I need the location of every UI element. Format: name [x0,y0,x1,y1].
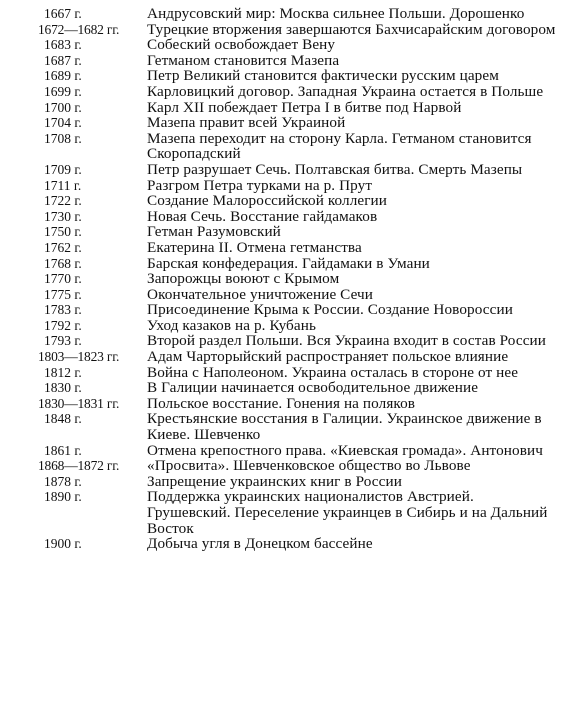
row-event: Турецкие вторжения завершаются Бахчисарайским договором [147,20,556,38]
row-date [38,443,147,459]
row-event: Окончательное уничтожение Сечи [147,285,374,303]
chronology-row [38,474,558,490]
row-date [38,333,147,349]
row-date [38,100,147,116]
row-date-text: 1730 г. [44,208,82,224]
row-event: Второй раздел Польши. Вся Украина входит в состав России [147,332,546,350]
chronology-row [38,68,558,84]
row-event: Барская конфедерация. Гайдамаки в Умани [147,254,430,272]
row-date-text: 1700 г. [44,99,82,115]
row-event: Андрусовский мир: Москва сильнее Польши. Дорошенко [147,5,525,22]
row-date-text: 1890 г. [44,489,82,505]
row-date [38,162,147,178]
row-date-text: 1750 г. [44,224,82,240]
chronology-row [38,84,558,100]
row-event: Гетман Разумовский [147,223,281,241]
row-date [38,240,147,256]
row-date-text: 1900 г. [44,536,82,552]
row-date [38,380,147,396]
chronology-row [38,489,558,536]
row-date [38,22,147,38]
row-date-text: 1792 г. [44,317,82,333]
row-event: Гетманом становится Мазепа [147,51,340,69]
chronology-row [38,209,558,225]
row-date-text: 1709 г. [44,161,82,177]
row-event: Присоединение Крыма к России. Создание Новороссии [147,301,513,319]
row-event: Новая Сечь. Восстание гайдамаков [147,207,378,225]
row-date [38,68,147,84]
row-date [38,349,147,365]
row-date [38,396,147,412]
chronology-row [38,178,558,194]
row-event: Поддержка украинских националистов Австрией. Грушевский. Переселение украинцев в Сибирь и на Дальний Восток [147,488,548,537]
row-date-text: 1848 г. [44,411,82,427]
chronology-row [38,411,558,442]
row-date-text: 1711 г. [44,177,82,193]
row-event: «Просвита». Шевченковское общество во Львове [147,457,471,475]
row-event: Запорожцы воюют с Крымом [147,270,340,288]
chronology-row [38,224,558,240]
chronology-row [38,115,558,131]
chronology-row [38,22,558,38]
row-event: Разгром Петра турками на р. Прут [147,176,373,194]
row-date [38,318,147,334]
row-date [38,489,147,505]
chronology-row [38,287,558,303]
row-date-text: 1704 г. [44,115,82,131]
row-event: Мазепа переходит на сторону Карла. Гетманом становится Скоропадский [147,129,532,163]
chronology-row [38,365,558,381]
row-date-text: 1830 г. [44,380,82,396]
row-event: Война с Наполеоном. Украина осталась в стороне от нее [147,363,519,381]
row-event: Отмена крепостного права. «Киевская громада». Антонович [147,441,543,459]
chronology-table [38,6,558,552]
row-date-text: 1775 г. [44,286,82,302]
chronology-row [38,131,558,162]
row-date-text: 1687 г. [44,52,82,68]
row-date-text: 1803—1823 гг. [38,349,120,365]
row-date [38,84,147,100]
row-date [38,131,147,147]
chronology-row [38,193,558,209]
chronology-row [38,6,558,22]
row-event: Карл XII побеждает Петра I в битве под Нарвой [147,98,462,116]
row-date-text: 1812 г. [44,364,82,380]
row-event: Мазепа правит всей Украиной [147,114,346,132]
row-date [38,256,147,272]
chronology-row [38,333,558,349]
row-date [38,37,147,53]
chronology-row [38,53,558,69]
row-date [38,411,147,427]
chronology-row [38,458,558,474]
chronology-row [38,256,558,272]
row-date [38,6,147,22]
row-date [38,178,147,194]
row-event: Польское восстание. Гонения на поляков [147,394,416,412]
row-event: Создание Малороссийской коллегии [147,192,388,210]
row-event: В Галиции начинается освободительное движение [147,379,479,397]
row-event: Карловицкий договор. Западная Украина остается в Польше [147,82,544,100]
chronology-row [38,349,558,365]
row-date-text: 1722 г. [44,193,82,209]
row-date-text: 1708 г. [44,130,82,146]
row-date [38,209,147,225]
chronology-row [38,271,558,287]
row-event: Петр Великий становится фактически русским царем [147,67,499,85]
row-event: Адам Чарторыйский распространяет польское влияние [147,348,509,366]
row-date [38,53,147,69]
chronology-row [38,443,558,459]
row-date-text: 1768 г. [44,255,82,271]
row-date-text: 1830—1831 гг. [38,395,120,411]
chronology-row [38,302,558,318]
row-date [38,458,147,474]
row-date [38,365,147,381]
row-date-text: 1770 г. [44,271,82,287]
row-date-text: 1683 г. [44,37,82,53]
row-date [38,224,147,240]
row-event: Собеский освобождает Вену [147,36,336,54]
row-date-text: 1861 г. [44,442,82,458]
row-event: Петр разрушает Сечь. Полтавская битва. Смерть Мазепы [147,160,523,178]
row-event: Уход казаков на р. Кубань [147,316,316,334]
chronology-row [38,536,558,552]
row-date [38,302,147,318]
row-date [38,193,147,209]
row-date [38,287,147,303]
chronology-row [38,162,558,178]
row-event: Екатерина II. Отмена гетманства [147,238,362,256]
row-date-text: 1667 г. [44,6,82,21]
row-date [38,115,147,131]
row-date-text: 1783 г. [44,302,82,318]
chronology-row [38,100,558,116]
chronology-row [38,380,558,396]
row-event: Запрещение украинских книг в России [147,472,402,490]
row-date-text: 1672—1682 гг. [38,21,120,37]
row-event: Крестьянские восстания в Галиции. Украинское движение в Киеве. Шевченко [147,410,542,444]
row-date [38,474,147,490]
row-date-text: 1699 г. [44,83,82,99]
row-date-text: 1762 г. [44,239,82,255]
row-date-text: 1689 г. [44,68,82,84]
row-date [38,536,147,552]
row-date-text: 1793 г. [44,333,82,349]
chronology-row [38,318,558,334]
row-date [38,271,147,287]
row-date-text: 1878 г. [44,473,82,489]
chronology-row [38,396,558,412]
row-event: Добыча угля в Донецком бассейне [147,535,373,553]
chronology-row [38,37,558,53]
chronology-row [38,240,558,256]
row-date-text: 1868—1872 гг. [38,458,120,474]
